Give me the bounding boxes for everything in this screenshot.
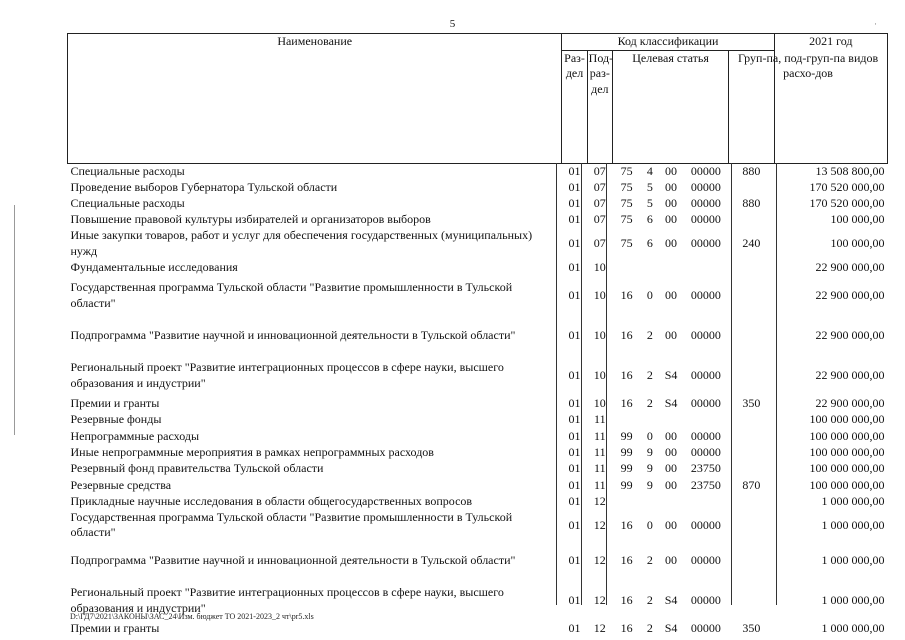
corner-mark: · (874, 19, 877, 29)
table-body (68, 163, 888, 637)
table-row: Повышение правовой культуры избирателей и организаторов выборов 01 07 75 6 00 00000 100 000,00 (70, 212, 885, 227)
table-row: Региональный проект "Развитие интеграционных процессов в сфере науки, высшего образования и индустрии" 01 10 16 2 S4 00000 22 900 000,00 (70, 360, 885, 390)
table-row: Государственная программа Тульской области "Развитие промышленности в Тульской области" 01 12 16 0 00 00000 1 000 000,00 (70, 509, 885, 540)
table-row: Специальные расходы 01 07 75 5 00 00000 880 170 520 000,00 (70, 196, 885, 211)
margin-mark (14, 205, 15, 435)
header-podrazdel: Под-раз-дел (587, 50, 612, 163)
table-row: Государственная программа Тульской области "Развитие промышленности в Тульской области" 01 10 16 0 00 00000 22 900 000,00 (70, 280, 885, 310)
column-divider (776, 163, 777, 605)
column-divider (606, 163, 607, 605)
header-group: Груп-па, под-груп-па видов расхо-дов (729, 50, 888, 163)
table-row: Непрограммные расходы 01 11 99 0 00 00000 100 000 000,00 (70, 428, 885, 443)
table-row: Премии и гранты 01 12 16 2 S4 00000 350 1 000 000,00 (70, 621, 885, 636)
table-row: Региональный проект "Развитие интеграционных процессов в сфере науки, высшего образования и индустрии" 01 12 16 2 S4 00000 1 000 000,00 (70, 585, 885, 616)
table-row: Иные непрограммные мероприятия в рамках непрограммных расходов 01 11 99 9 00 00000 100 000 000,00 (70, 445, 885, 459)
table-row: Проведение выборов Губернатора Тульской области 01 07 75 5 00 00000 170 520 000,00 (70, 179, 885, 194)
table-row: Фундаментальные исследования 01 10 22 900 000,00 (70, 259, 885, 274)
table-row: Резервный фонд правительства Тульской области 01 11 99 9 00 23750 100 000 000,00 (70, 461, 885, 476)
header-razdel: Раз-дел (562, 50, 587, 163)
table-row: Премии и гранты 01 10 16 2 S4 00000 350 22 900 000,00 (70, 396, 885, 411)
header-code-group: Код классификации (562, 34, 774, 51)
header-target: Целевая статья (612, 50, 728, 163)
header-year: 2021 год (774, 34, 887, 164)
column-divider (731, 163, 732, 605)
column-divider (581, 163, 582, 605)
header-name: Наименование (68, 34, 562, 164)
column-divider (556, 163, 557, 605)
table-row: Специальные расходы 01 07 75 4 00 00000 880 13 508 800,00 (70, 163, 885, 178)
table-row: Резервные фонды 01 11 100 000 000,00 (70, 412, 885, 427)
table-row: Резервные средства 01 11 99 9 00 23750 870 100 000 000,00 (70, 477, 885, 492)
table-row: Иные закупки товаров, работ и услуг для обеспечения государственных (муниципальных) нужд 01 07 75 6 00 00000 240 100 000,00 (70, 228, 885, 258)
file-path-footer: D:\ГД7\2021\ЗАКОНЫ\ЗАС_24\Изм. бюджет ТО 2021-2023_2 чт\pr5.xls (70, 612, 314, 621)
budget-table (67, 33, 888, 637)
table-row: Прикладные научные исследования в области общегосударственных вопросов 01 12 1 000 000,00 (70, 493, 885, 508)
page-number: 5 (449, 18, 456, 30)
table-row: Подпрограмма "Развитие научной и инновационной деятельности в Тульской области" 01 10 16 2 00 00000 22 900 000,00 (70, 327, 885, 342)
table-row: Подпрограмма "Развитие научной и инновационной деятельности в Тульской области" 01 12 16 2 00 00000 1 000 000,00 (70, 553, 885, 568)
